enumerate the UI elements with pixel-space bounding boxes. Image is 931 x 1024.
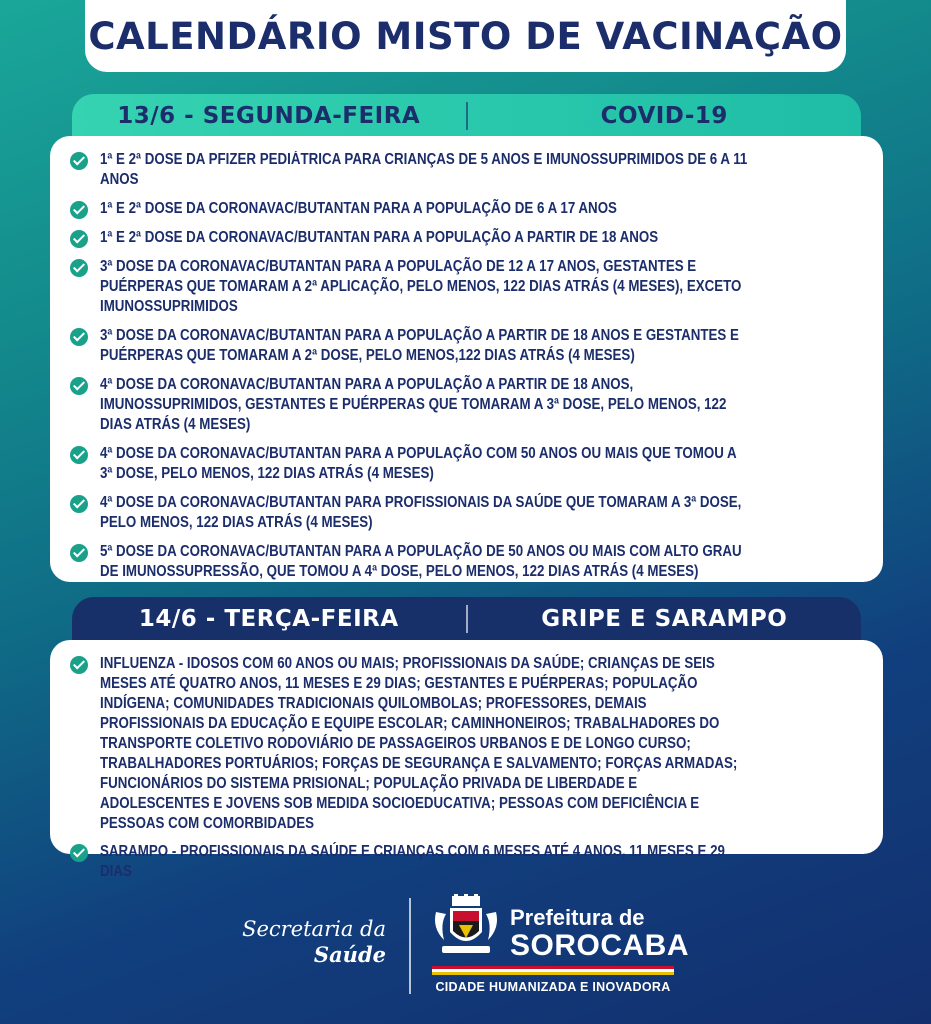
section-header-covid [72, 94, 861, 138]
list-item: INFLUENZA - IDOSOS COM 60 ANOS OU MAIS; PROFISSIONAIS DA SAÚDE; CRIANÇAS DE SEIS MESES ATÉ QUATRO ANOS, 11 MESES E 29 DIAS; GESTANTES E PUÉRPERAS; POPULAÇÃO INDÍGENA; COMUNIDADES TRADICIONAIS QUILOMBOLAS; PROFESSORES, DEMAIS PROFISSIONAIS DA EDUCAÇÃO E EQUIPE ESCOLAR; CAMINHONEIROS; TRABALHADORES DO TRANSPORTE COLETIVO RODOVIÁRIO DE PASSAGEIROS URBANOS E DE LONGO CURSO; TRABALHADORES PORTUÁRIOS; FORÇAS DE SEGURANÇA E SALVAMENTO; FORÇAS ARMADAS; FUNCIONÁRIOS DO SISTEMA PRISIONAL; POPULAÇÃO PRIVADA DE LIBERDADE E ADOLESCENTES E JOVENS SOB MEDIDA SOCIOEDUCATIVA; PESSOAS COM DEFICIÊNCIA E PESSOAS COM COMORBIDADES [70, 654, 855, 834]
check-icon [70, 495, 88, 513]
page-title: CALENDÁRIO MISTO DE VACINAÇÃO [88, 14, 843, 58]
list-item: 4ª DOSE DA CORONAVAC/BUTANTAN PARA A POPULAÇÃO A PARTIR DE 18 ANOS, IMUNOSSUPRIMIDOS, GESTANTES E PUÉRPERAS QUE TOMARAM A 3ª DOSE, PELO MENOS, 122 DIAS ATRÁS (4 MESES) [70, 375, 855, 435]
list-item: 4ª DOSE DA CORONAVAC/BUTANTAN PARA PROFISSIONAIS DA SAÚDE QUE TOMARAM A 3ª DOSE, PELO MENOS, 122 DIAS ATRÁS (4 MESES) [70, 493, 855, 533]
list-item: 4ª DOSE DA CORONAVAC/BUTANTAN PARA A POPULAÇÃO COM 50 ANOS OU MAIS QUE TOMOU A 3ª DOSE, PELO MENOS, 122 DIAS ATRÁS (4 MESES) [70, 444, 855, 484]
covid-schedule-card [50, 136, 883, 582]
saude-label: Saúde [313, 942, 386, 967]
list-item: 1ª E 2ª DOSE DA CORONAVAC/BUTANTAN PARA A POPULAÇÃO A PARTIR DE 18 ANOS [70, 228, 855, 248]
list-item: 3ª DOSE DA CORONAVAC/BUTANTAN PARA A POPULAÇÃO A PARTIR DE 18 ANOS E GESTANTES E PUÉRPERAS QUE TOMARAM A 2ª DOSE, PELO MENOS,122 DIAS ATRÁS (4 MESES) [70, 326, 855, 366]
section-header-flu-measles [72, 597, 861, 641]
title-card [85, 0, 846, 72]
check-icon [70, 152, 88, 170]
section-day: 14/6 - TERÇA-FEIRA [138, 606, 399, 632]
check-icon [70, 230, 88, 248]
brand-line1: Prefeitura de [510, 905, 645, 930]
header-divider [466, 102, 468, 130]
check-icon [70, 844, 88, 862]
city-tagline: CIDADE HUMANIZADA E INOVADORA [435, 980, 671, 994]
check-icon [70, 446, 88, 464]
list-item: SARAMPO - PROFISSIONAIS DA SAÚDE E CRIANÇAS COM 6 MESES ATÉ 4 ANOS, 11 MESES E 29 DIAS [70, 842, 855, 882]
flu-measles-schedule-card [50, 640, 883, 880]
check-icon [70, 259, 88, 277]
list-item: 3ª DOSE DA CORONAVAC/BUTANTAN PARA A POPULAÇÃO DE 12 A 17 ANOS, GESTANTES E PUÉRPERAS QUE TOMARAM A 2ª APLICAÇÃO, PELO MENOS, 122 DIAS ATRÁS (4 MESES), EXCETO IMUNOSSUPRIMIDOS [70, 257, 855, 317]
brand-stripes [432, 966, 674, 975]
header-divider [466, 605, 468, 633]
check-icon [70, 377, 88, 395]
city-coat-of-arms-icon [430, 894, 502, 958]
footer-divider [409, 898, 411, 994]
secretaria-saude-logo [240, 916, 386, 968]
brand-line2: SOROCABA [510, 929, 690, 962]
section-topic: COVID-19 [600, 103, 728, 129]
list-item: 5ª DOSE DA CORONAVAC/BUTANTAN PARA A POPULAÇÃO DE 50 ANOS OU MAIS COM ALTO GRAU DE IMUNOSSUPRESSÃO, QUE TOMOU A 4ª DOSE, PELO MENOS, 122 DIAS ATRÁS (4 MESES) [70, 542, 855, 582]
list-item: 1ª E 2ª DOSE DA PFIZER PEDIÁTRICA PARA CRIANÇAS DE 5 ANOS E IMUNOSSUPRIMIDOS DE 6 A 11 ANOS [70, 150, 855, 190]
section-day: 13/6 - SEGUNDA-FEIRA [117, 103, 421, 129]
check-icon [70, 201, 88, 219]
section-topic: GRIPE E SARAMPO [541, 606, 788, 632]
check-icon [70, 656, 88, 674]
check-icon [70, 544, 88, 562]
list-item: 1ª E 2ª DOSE DA CORONAVAC/BUTANTAN PARA A POPULAÇÃO DE 6 A 17 ANOS [70, 199, 855, 219]
check-icon [70, 328, 88, 346]
prefeitura-logo [510, 906, 689, 962]
secretaria-label: Secretaria da [242, 917, 386, 941]
